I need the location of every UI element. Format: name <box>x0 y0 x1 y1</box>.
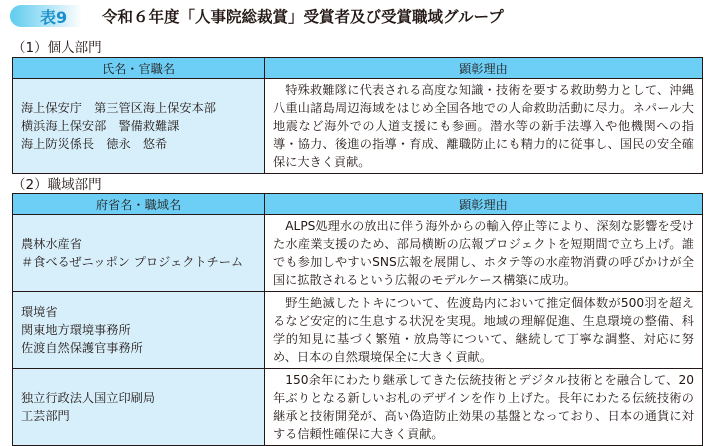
reason-cell: ALPS処理水の放出に伴う海外からの輸入停止等により、深刻な影響を受けた水産業支援のため、部局横断の広報プロジェクトを短期間で立ち上げ。誰でも参加しやすいSNS広報を展開し、ホタテ等の水産物消費の呼びかけが全国に拡散されるという広報のモデルケース構築に成功。 <box>265 215 703 292</box>
reason-cell: 150余年にわたり継承してきた伝統技術とデジタル技術とを融合して、20年ぶりとなる新しいお札のデザインを作り上げた。長年にわたる伝統技術の継承と技術開発が、高い偽造防止効果の基盤となっており、日本の通貨に対する信頼性確保に大きく貢献。 <box>265 369 703 446</box>
column-header-name: 氏名・官職名 <box>13 58 265 79</box>
table-header-row <box>13 58 703 79</box>
name-cell <box>13 79 265 174</box>
name-cell <box>13 369 265 446</box>
column-header-name: 府省名・職域名 <box>13 194 265 215</box>
name-cell <box>13 215 265 292</box>
name-line: 工芸部門 <box>21 409 70 423</box>
name-line: 農林水産省 <box>21 237 82 251</box>
name-line: 独立行政法人国立印刷局 <box>21 391 156 405</box>
name-line: 関東地方環境事務所 <box>21 323 131 337</box>
column-header-reason: 顕彰理由 <box>265 58 703 79</box>
name-line: ＃食べるぜニッポン プロジェクトチーム <box>21 255 244 269</box>
table-row <box>13 292 703 369</box>
name-line: 横浜海上保安部 警備救難課 <box>21 119 180 133</box>
table-row <box>13 79 703 174</box>
reason-cell: 特殊救難隊に代表される高度な知識・技術を要する救助勢力として、沖縄八重山諸島周辺海域をはじめ全国各地での人命救助活動に尽力。ネパール大地震など海外での人道支援にも参画。潜水等の新手法導入や他機関への指導・協力、後進の指導・育成、離職防止にも精力的に従事し、国民の安全確保に大きく貢献。 <box>265 79 703 174</box>
name-line: 海上防災係長 徳永 悠希 <box>21 137 168 151</box>
name-line: 環境省 <box>21 305 58 319</box>
table-number-badge: 表9 <box>10 5 82 27</box>
table-header-row <box>13 194 703 215</box>
page-title: 令和６年度「人事院総裁賞」受賞者及び受賞職域グループ <box>102 8 504 26</box>
table-title-bar <box>10 5 504 27</box>
name-line: 海上保安庁 第三管区海上保安本部 <box>21 101 216 115</box>
section-title-individual: （1）個人部門 <box>12 40 102 56</box>
group-table <box>12 193 703 446</box>
table-row <box>13 215 703 292</box>
reason-cell: 野生絶滅したトキについて、佐渡島内において推定個体数が500羽を超えるなど安定的に生息する状況を実現。地域の理解促進、生息環境の整備、科学的知見に基づく繁殖・放鳥等について、継続して丁寧な調整、対応に努め、日本の自然環境保全に大きく貢献。 <box>265 292 703 369</box>
table-row <box>13 369 703 446</box>
column-header-reason: 顕彰理由 <box>265 194 703 215</box>
name-line: 佐渡自然保護官事務所 <box>21 341 143 355</box>
section-title-group: （2）職域部門 <box>12 177 102 193</box>
name-cell <box>13 292 265 369</box>
individual-table <box>12 57 703 174</box>
